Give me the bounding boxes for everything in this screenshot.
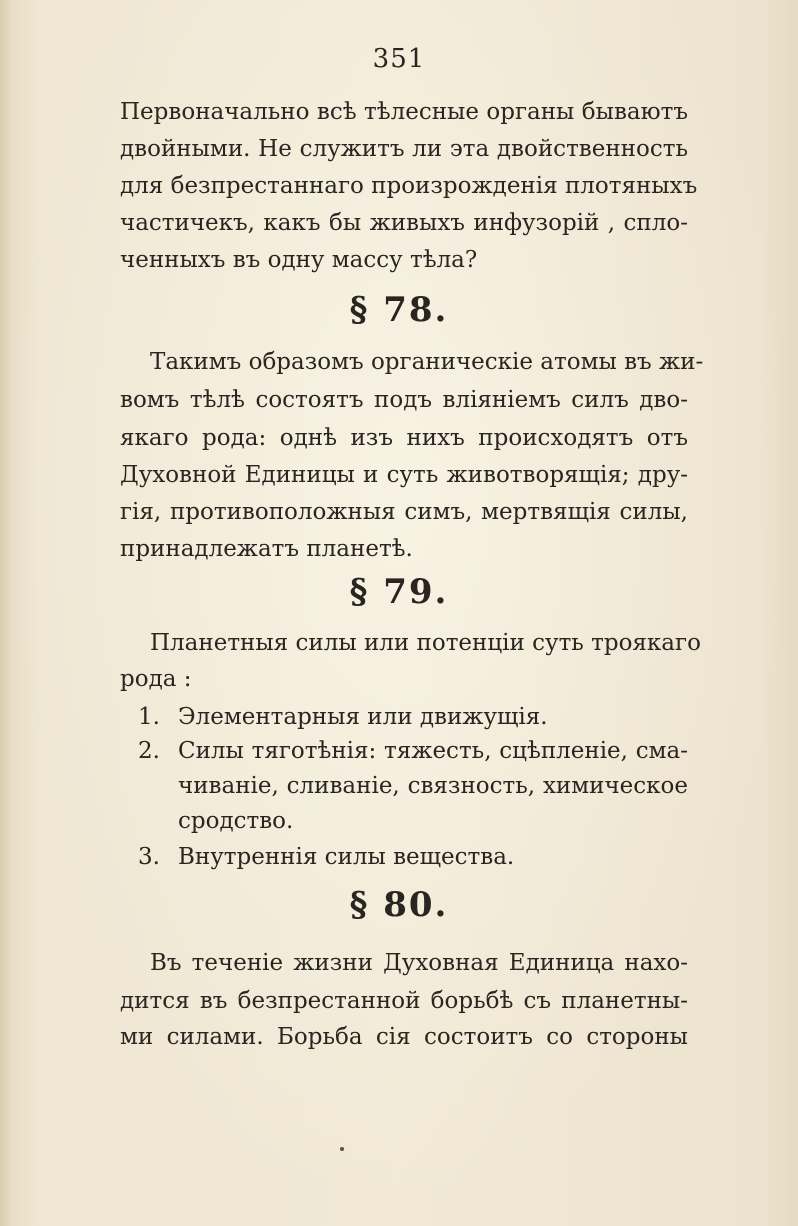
list-item-2-line-2: чиваніе, сливаніе, связность, химическое [178,773,688,799]
paragraph-4-line-1: Въ теченіе жизни Духовная Единица нахо- [150,950,688,976]
paragraph-1-line-5: ченныхъ въ одну массу тѣла? [120,247,478,273]
list-item-2-number: 2. [138,738,160,764]
section-heading-79: § 79. [349,572,449,612]
paragraph-1-line-4: частичекъ, какъ бы живыхъ инфузорій , спло- [120,210,688,236]
paragraph-1-line-1: Первоначально всѣ тѣлесные органы бываютъ [120,99,688,125]
section-heading-78: § 78. [349,290,449,330]
paragraph-2-line-3: якаго рода: однѣ изъ нихъ происходятъ отъ [120,425,688,451]
list-item-1-text: Элементарныя или движущія. [178,704,548,730]
paragraph-4-line-2: дится въ безпрестанной борьбѣ съ планетны- [120,988,688,1014]
paragraph-2-line-2: вомъ тѣлѣ состоятъ подъ вліяніемъ силъ дво- [120,387,688,413]
paragraph-2-line-6: принадлежатъ планетѣ. [120,536,413,562]
page-edge-shadow [0,0,12,1226]
paragraph-3-line-2: рода : [120,666,192,692]
paragraph-2-line-1: Такимъ образомъ органическіе атомы въ жи- [150,349,704,375]
list-item-1-number: 1. [138,704,160,730]
paragraph-1-line-2: двойными. Не служитъ ли эта двойственность [120,136,688,162]
paragraph-3-line-1: Планетныя силы или потенціи суть троякаго [150,630,701,656]
section-heading-80: § 80. [349,885,449,925]
list-item-3-text: Внутреннія силы вещества. [178,844,515,870]
list-item-2-line-3: сродство. [178,808,294,834]
list-item-2-line-1: Силы тяготѣнія: тяжесть, сцѣпленіе, сма- [178,738,688,764]
paragraph-4-line-3: ми силами. Борьба сія состоитъ со стороны [120,1024,688,1050]
paragraph-1-line-3: для безпрестаннаго произрожденія плотяныхъ [120,173,698,199]
paragraph-2-line-4: Духовной Единицы и суть животворящія; дру- [120,462,688,488]
page-number: 351 [372,44,426,74]
list-item-3-number: 3. [138,844,160,870]
paragraph-2-line-5: гія, противоположныя симъ, мертвящія силы, [120,499,688,525]
ink-speck [340,1147,344,1151]
